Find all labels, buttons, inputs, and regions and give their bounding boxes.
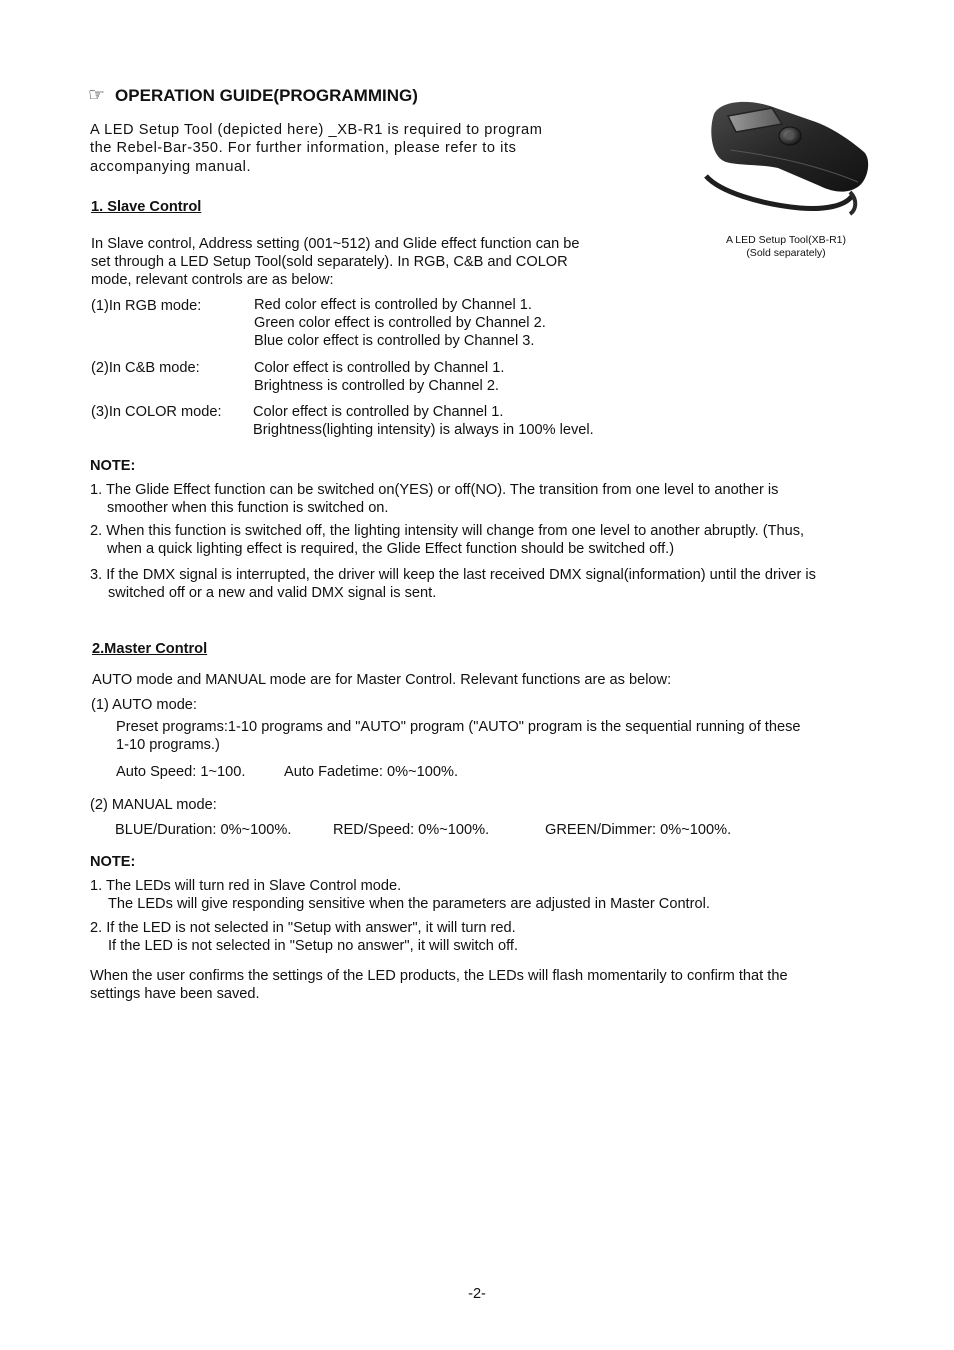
note-line: 3. If the DMX signal is interrupted, the driver will keep the last received DMX signal(information) until the driver is [90, 567, 816, 583]
page-title: OPERATION GUIDE(PROGRAMMING) [115, 85, 418, 105]
closing-line: settings have been saved. [90, 986, 260, 1002]
note-line: smoother when this function is switched on. [107, 500, 389, 516]
intro-line: the Rebel-Bar-350. For further information, please refer to its [90, 140, 517, 157]
cb-mode-label: (2)In C&B mode: [91, 360, 200, 376]
slave-control-title: 1. Slave Control [91, 199, 202, 215]
note-line: 2. When this function is switched off, the lighting intensity will change from one level to another abruptly. (Thus, [90, 523, 805, 539]
master-note-1 [90, 877, 710, 913]
mode-line: Blue color effect is controlled by Channel 3. [254, 333, 535, 349]
note-line: when a quick lighting effect is required, the Glide Effect function should be switched off.) [107, 541, 675, 557]
note-line: 2. If the LED is not selected in "Setup with answer", it will turn red. [90, 920, 516, 936]
note-line: If the LED is not selected in "Setup no answer", it will switch off. [108, 938, 518, 954]
intro-paragraph [90, 121, 542, 176]
preset-line: 1-10 programs.) [116, 737, 220, 753]
color-mode-label: (3)In COLOR mode: [91, 404, 222, 420]
manual-mode-label: (2) MANUAL mode: [90, 797, 217, 813]
manual-red: RED/Speed: 0%~100%. [333, 822, 490, 838]
intro-line: accompanying manual. [90, 158, 252, 175]
mode-line: Color effect is controlled by Channel 1. [254, 360, 505, 376]
master-control-title: 2.Master Control [92, 641, 208, 657]
slave-note-1 [90, 481, 778, 517]
note-line: The LEDs will give responding sensitive when the parameters are adjusted in Master Control. [108, 896, 710, 912]
slave-intro-line: set through a LED Setup Tool(sold separately). In RGB, C&B and COLOR [91, 254, 568, 270]
slave-note-3 [90, 566, 816, 602]
closing-paragraph [90, 967, 788, 1003]
rgb-mode-label: (1)In RGB mode: [91, 298, 202, 314]
slave-intro-line: In Slave control, Address setting (001~512) and Glide effect function can be [91, 236, 580, 252]
note-line: 1. The Glide Effect function can be switched on(YES) or off(NO). The transition from one level to another is [90, 482, 779, 498]
caption-line: A LED Setup Tool(XB-R1) [725, 234, 847, 246]
mode-line: Green color effect is controlled by Channel 2. [254, 315, 546, 331]
rgb-mode-description [254, 296, 546, 350]
slave-intro [91, 235, 580, 289]
mode-line: Brightness(lighting intensity) is always in 100% level. [253, 422, 594, 438]
note-line: switched off or a new and valid DMX signal is sent. [108, 585, 437, 601]
auto-speed: Auto Speed: 1~100. [116, 764, 246, 780]
intro-line: A LED Setup Tool (depicted here) _XB-R1 is required to program [90, 122, 543, 138]
page-heading [88, 84, 418, 107]
preset-line: Preset programs:1-10 programs and "AUTO" program ("AUTO" program is the sequential running of these [116, 719, 801, 735]
color-mode-description [253, 403, 594, 439]
pointing-hand-icon: ☞ [88, 85, 106, 106]
master-note-2 [90, 919, 518, 955]
auto-fadetime: Auto Fadetime: 0%~100%. [284, 764, 459, 780]
page-number: -2- [468, 1286, 486, 1302]
auto-presets [116, 718, 801, 754]
mode-line: Brightness is controlled by Channel 2. [254, 378, 499, 394]
mode-line: Color effect is controlled by Channel 1. [253, 404, 504, 420]
manual-blue: BLUE/Duration: 0%~100%. [115, 822, 292, 838]
closing-line: When the user confirms the settings of the LED products, the LEDs will flash momentarily to confirm that the [90, 968, 788, 984]
cb-mode-description [254, 359, 504, 395]
mode-line: Red color effect is controlled by Channel 1. [254, 297, 532, 313]
master-note-label: NOTE: [90, 854, 136, 870]
slave-note-2 [90, 522, 804, 558]
slave-intro-line: mode, relevant controls are as below: [91, 272, 334, 288]
manual-green: GREEN/Dimmer: 0%~100%. [545, 822, 732, 838]
caption-line: (Sold separately) [746, 247, 826, 259]
device-caption [700, 234, 872, 260]
note-line: 1. The LEDs will turn red in Slave Control mode. [90, 878, 402, 894]
led-setup-tool-image [700, 92, 872, 220]
master-intro: AUTO mode and MANUAL mode are for Master Control. Relevant functions are as below: [92, 672, 672, 688]
slave-note-label: NOTE: [90, 458, 136, 474]
auto-mode-label: (1) AUTO mode: [91, 697, 197, 713]
